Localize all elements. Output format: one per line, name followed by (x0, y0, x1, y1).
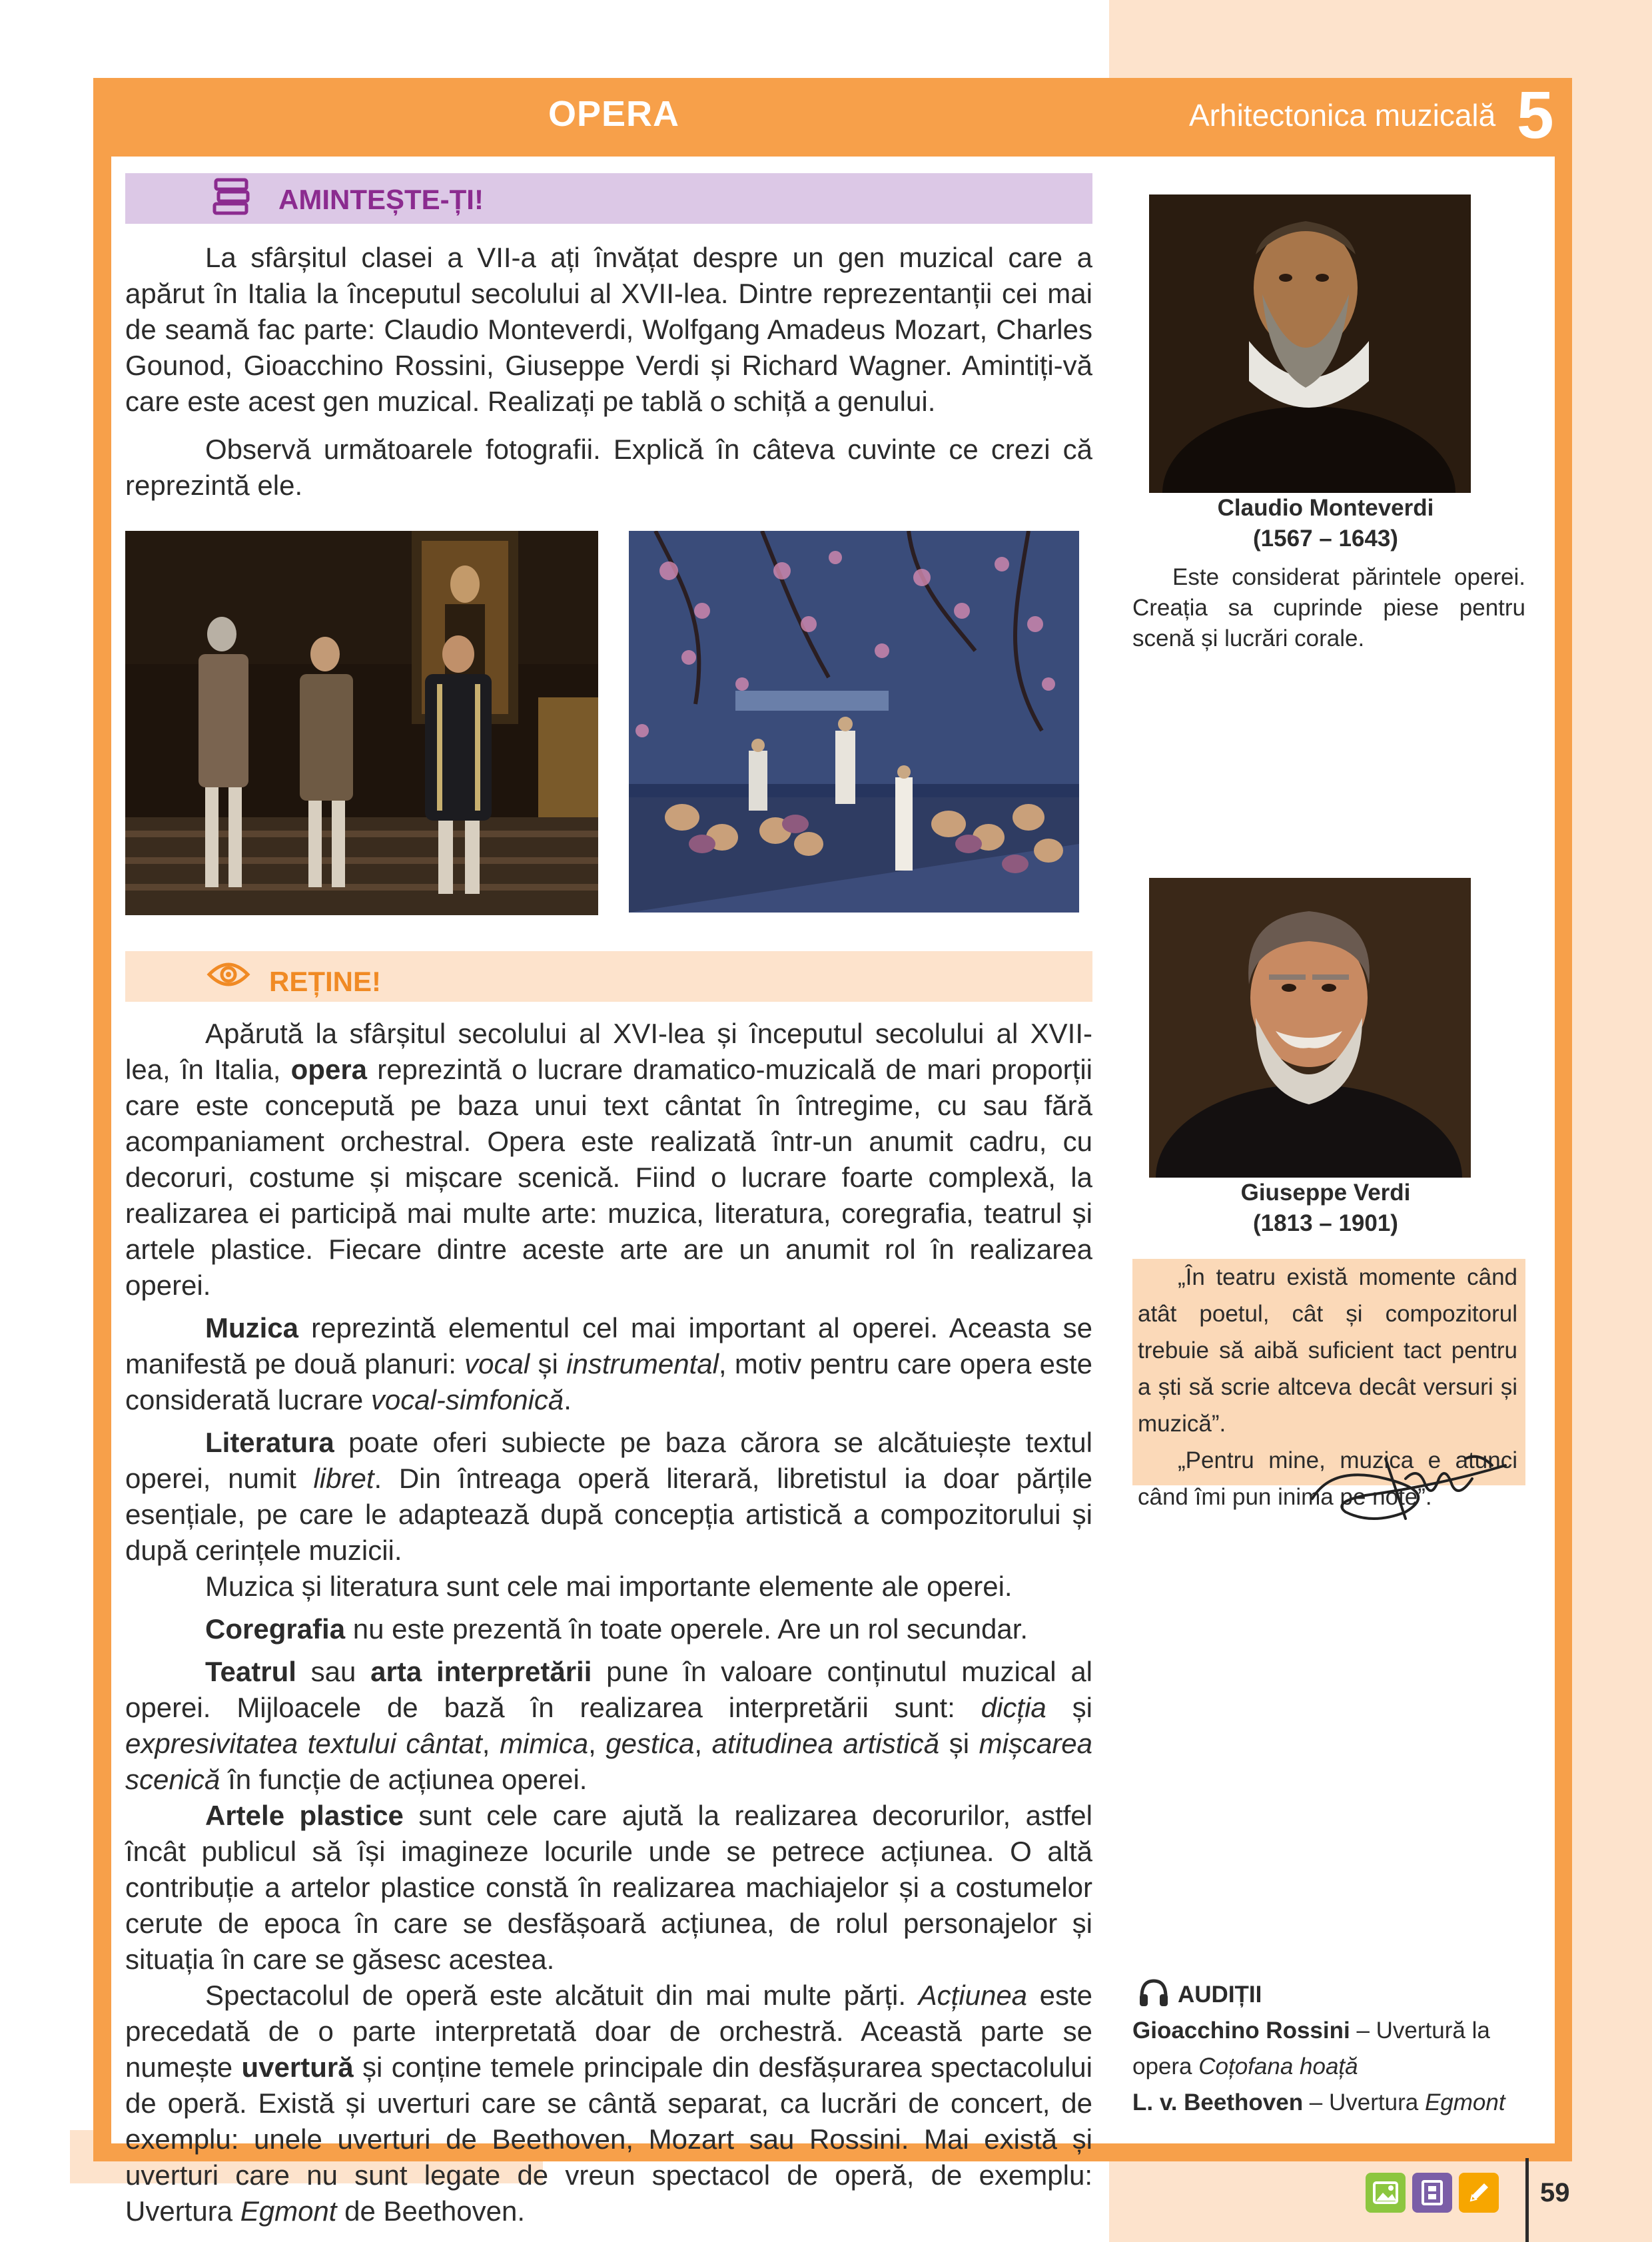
retain-paragraph-6 (125, 1654, 1092, 1798)
term-teatrul: Teatrul (205, 1656, 296, 1687)
text-run: sunt cele care ajută la realizarea decorurilor, astfel încât publicul să își imagineze locurile unde se petrece acțiunea. O altă contribuție a artelor plastice constă în realizarea machiajelor și a costumelor cerute de epoca în care se desfășoară acțiunea, de rolul personajelor și situația în care se găsesc acestea. (125, 1800, 1092, 1975)
retain-paragraph-5 (125, 1611, 1092, 1647)
page-number-divider (1525, 2158, 1529, 2242)
retain-text (125, 1016, 1092, 2229)
retain-paragraph-7 (125, 1798, 1092, 1978)
verdi-signature (1306, 1439, 1519, 1532)
text-run: , (694, 1728, 712, 1759)
chapter-number: 5 (1517, 78, 1554, 153)
text-run: reprezintă elementul cel mai important al operei. Aceasta se manifestă pe două planuri: (125, 1312, 1092, 1379)
headphones-icon (1138, 1977, 1170, 2008)
term-egmont: Egmont (240, 2195, 337, 2227)
term-actiunea: Acțiunea (918, 1980, 1028, 2011)
verdi-quote-1: „În teatru există momente când atât poetul, cât și compozitorul trebuie să aibă suficient tact pentru a ști să scrie altceva decât versuri și muzică”. (1138, 1264, 1517, 1437)
verdi-name: Giuseppe Verdi (1240, 1180, 1411, 1206)
retain-paragraph-8 (125, 1978, 1092, 2229)
term-artele-plastice: Artele plastice (205, 1800, 404, 1831)
term-uvertura: uvertură (241, 2052, 354, 2083)
text-run: și (530, 1348, 567, 1379)
page-title: OPERA (548, 94, 680, 134)
remember-paragraph-1: La sfârșitul clasei a VII-a ați învățat despre un gen muzical care a apărut în Italia la începutul secolului al XVII-lea. Dintre reprezentanții cei mai de seamă fac parte: Claudio Monteverdi, Wolfgang Amadeus Mozart, Charles Gounod, Gioacchino Rossini, Giuseppe Verdi și Richard Wagner. Amintiți-vă care este acest gen muzical. Realizați pe tablă o schiță a genului. (125, 242, 1092, 417)
term-vocal-simfonica: vocal-simfonică (370, 1384, 564, 1415)
term-expresivitatea: expresivitatea textului cântat (125, 1728, 482, 1759)
text-run: reprezintă o lucrare dramatico-muzicală de mari proporții care este concepută pe baza unui text cântat în întregime, cu sau fără acompaniament orchestral. Opera este realizată într-un anumit cadru, cu decoruri, costume și mișcare scenică. Fiind o lucrare foarte complexă, la realizarea ei participă mai multe arte: muzica, literatura, coregrafia, teatrul și artele plastice. Fiecare dintre aceste arte are un anumit rol în realizarea operei. (125, 1054, 1092, 1301)
term-libret: libret (313, 1463, 374, 1494)
retain-paragraph-2 (125, 1310, 1092, 1418)
term-coregrafia: Coregrafia (205, 1613, 346, 1645)
text-run: . (564, 1384, 572, 1415)
term-miscarea-scenica: mișcarea scenică (125, 1728, 1093, 1795)
text-run: nu este prezentă în toate operele. Are un rol secundar. (345, 1613, 1029, 1645)
term-opera: opera (290, 1054, 368, 1085)
text-run: , (588, 1728, 606, 1759)
verdi-portrait (1149, 878, 1471, 1178)
text-run: , motiv pentru care opera este considerată lucrare (125, 1348, 1092, 1415)
monteverdi-portrait (1149, 194, 1471, 493)
text-run: în funcție de acțiunea operei. (220, 1764, 588, 1795)
verdi-portrait-image (1149, 878, 1471, 1178)
opera-stage-photo-2-image (629, 531, 1079, 913)
text-run: – Uvertură la opera (1132, 2018, 1490, 2079)
audition-composer: Gioacchino Rossini (1132, 2018, 1350, 2044)
chapter-title: Arhitectonica muzicală (1189, 98, 1496, 133)
text-run: , (482, 1728, 500, 1759)
retain-paragraph-1 (125, 1016, 1092, 1304)
term-dictia: dicția (981, 1692, 1046, 1723)
term-instrumental: instrumental (566, 1348, 719, 1379)
image-icon[interactable] (1366, 2173, 1406, 2213)
footer-icon-group (1366, 2173, 1499, 2215)
retain-paragraph-4: Muzica și literatura sunt cele mai importante elemente ale operei. (205, 1571, 1013, 1602)
books-icon (212, 176, 252, 217)
term-arta-interpretarii: arta interpretării (370, 1656, 592, 1687)
pencil-icon[interactable] (1459, 2173, 1499, 2213)
term-gestica: gestica (606, 1728, 695, 1759)
film-icon[interactable] (1412, 2173, 1452, 2213)
verdi-quote-2: „Pentru mine, muzica e atunci când îmi pun inima pe note”. (1138, 1447, 1517, 1510)
retain-title: REȚINE! (269, 966, 381, 997)
term-vocal: vocal (464, 1348, 530, 1379)
text-run: Spectacolul de operă este alcătuit din mai multe părți. (205, 1980, 919, 2011)
term-atitudinea-artistica: atitudinea artistică (711, 1728, 940, 1759)
text-run: poate oferi subiecte pe baza cărora se alcătuiește textul operei, numit (125, 1427, 1092, 1494)
term-muzica: Muzica (205, 1312, 299, 1343)
retain-paragraph-3 (125, 1425, 1092, 1569)
audition-work: Egmont (1424, 2089, 1505, 2115)
text-run: de Beethoven. (336, 2195, 526, 2227)
remember-paragraph-2: Observă următoarele fotografii. Explică în câteva cuvinte ce crezi că reprezintă ele. (125, 434, 1092, 501)
text-run: . Din întreaga operă literară, libretistul ia doar părțile esențiale, pe care le adaptează după concepția artistică a compozitorului și după cerințele muzicii. (125, 1463, 1092, 1566)
monteverdi-years: (1567 – 1643) (1253, 526, 1398, 552)
opera-stage-photo-2 (629, 531, 1079, 913)
remember-text (125, 240, 1092, 504)
audition-composer: L. v. Beethoven (1132, 2089, 1304, 2115)
text-run: și conține temele principale din desfășurarea spectacolului de operă. Există și uverturi care se cântă separat, ca lucrări de concert, de exemplu: unele uverturi de Beethoven, Mozart sau Rossini. Mai există și uverturi care nu sunt legate de vreun spectacol de operă, de exemplu: Uvertura (125, 2052, 1092, 2227)
audition-work: Coțofana hoață (1198, 2054, 1358, 2079)
verdi-years: (1813 – 1901) (1253, 1210, 1398, 1236)
audition-item-1 (1132, 2013, 1545, 2085)
text-run: – Uvertura (1303, 2089, 1425, 2115)
auditions-title: AUDIȚII (1178, 1982, 1262, 2008)
opera-stage-photo-1-image (125, 531, 598, 915)
text-run: și (1046, 1692, 1093, 1723)
monteverdi-description: Este considerat părintele operei. Creația sa cuprinde piese pentru scenă și lucrări corale. (1132, 564, 1525, 651)
term-mimica: mimica (500, 1728, 589, 1759)
page-number: 59 (1540, 2178, 1570, 2207)
monteverdi-portrait-image (1149, 194, 1471, 493)
text-run: sau (296, 1656, 371, 1687)
eye-icon (206, 958, 250, 991)
text-run: și (939, 1728, 979, 1759)
text-run: pune în valoare conținutul muzical al operei. Mijloacele de bază în realizarea interpretării sunt: (125, 1656, 1093, 1723)
monteverdi-name: Claudio Monteverdi (1217, 495, 1434, 521)
audition-item-2 (1132, 2085, 1545, 2121)
text-run: Apărută la sfârșitul secolului al XVI-lea și începutul secolului al XVII-lea, în Italia, (125, 1018, 1092, 1085)
remember-title: AMINTEȘTE-ȚI! (278, 184, 484, 215)
text-run: este precedată de o parte interpretată doar de orchestră. Această parte se numește (125, 1980, 1092, 2083)
term-literatura: Literatura (205, 1427, 334, 1458)
remember-section-bar (125, 173, 1092, 224)
opera-stage-photo-1 (125, 531, 598, 915)
